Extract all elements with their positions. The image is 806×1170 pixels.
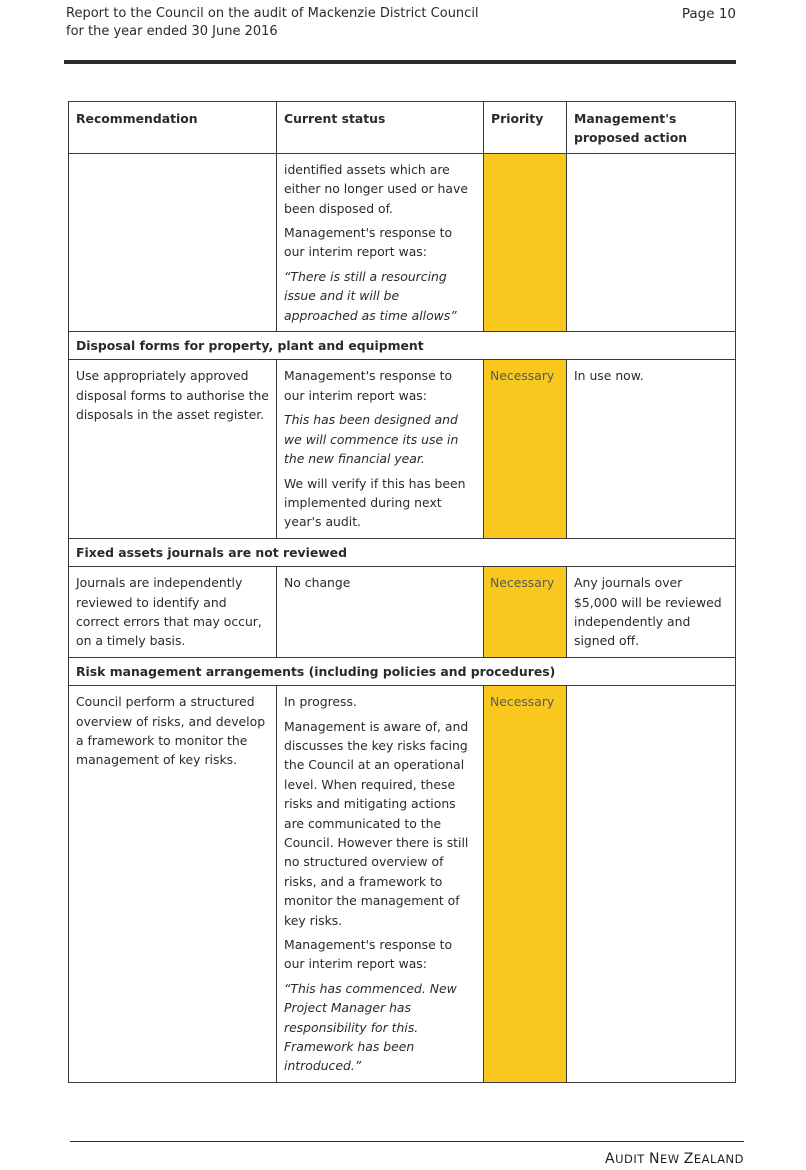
status-paragraph: In progress. — [284, 694, 357, 710]
priority-cell — [484, 153, 567, 331]
section-heading-row — [69, 538, 736, 566]
action-cell: Any journals over $5,000 will be reviewed independently and signed off. — [567, 567, 736, 658]
recommendation-cell: Council perform a structured overview of risks, and develop a framework to monitor the management of key risks. — [69, 686, 277, 1083]
table-row — [69, 686, 736, 1083]
table-header-row — [69, 102, 736, 154]
page-number: Page 10 — [681, 6, 736, 22]
logo-text: EALAND — [693, 1152, 744, 1166]
status-cell — [277, 360, 484, 538]
status-cell — [277, 567, 484, 658]
report-title-line-2: for the year ended 30 June 2016 — [66, 24, 278, 39]
section-heading: Disposal forms for property, plant and equipment — [69, 332, 736, 360]
status-cell — [277, 153, 484, 331]
recommendation-cell — [69, 153, 277, 331]
status-paragraph: Management's response to our interim report was: — [284, 225, 453, 260]
column-header-current-status: Current status — [277, 102, 484, 154]
logo-letter: A — [605, 1151, 616, 1167]
logo-letter: N — [648, 1151, 660, 1167]
action-cell — [567, 153, 736, 331]
section-heading-row — [69, 332, 736, 360]
status-paragraph: identified assets which are either no longer used or have been disposed of. — [284, 161, 468, 216]
recommendation-cell: Use appropriately approved disposal forms to authorise the disposals in the asset register. — [69, 360, 277, 538]
status-paragraph: “There is still a resourcing issue and it will be approached as time allows” — [284, 268, 457, 323]
status-paragraph: Management's response to our interim report was: — [284, 368, 453, 403]
status-paragraph: No change — [284, 575, 351, 591]
recommendations-table — [68, 101, 736, 1083]
table-row — [69, 360, 736, 538]
table-row — [69, 567, 736, 658]
action-cell: In use now. — [567, 360, 736, 538]
priority-cell: Necessary — [484, 686, 567, 1083]
table-row-continued — [69, 153, 736, 331]
logo-text: EW — [659, 1152, 684, 1166]
section-heading: Risk management arrangements (including policies and procedures) — [69, 657, 736, 685]
column-header-proposed-action: Management's proposed action — [567, 102, 736, 154]
audit-new-zealand-logo — [605, 1151, 744, 1167]
priority-cell: Necessary — [484, 360, 567, 538]
status-paragraph: We will verify if this has been implemented during next year's audit. — [284, 475, 466, 530]
action-cell — [567, 686, 736, 1083]
header-divider — [64, 60, 736, 64]
column-header-priority: Priority — [484, 102, 567, 154]
status-paragraph: This has been designed and we will commence its use in the new financial year. — [284, 412, 459, 467]
section-heading-row — [69, 657, 736, 685]
status-cell — [277, 686, 484, 1083]
recommendation-cell: Journals are independently reviewed to identify and correct errors that may occur, on a timely basis. — [69, 567, 277, 658]
status-paragraph: Management's response to our interim report was: — [284, 937, 453, 972]
priority-cell: Necessary — [484, 567, 567, 658]
status-paragraph: Management is aware of, and discusses the key risks facing the Council at an operational level. When required, these risks and mitigating actions are communicated to the Council. However there is still no structured overview of risks, and a framework to monitor the management of key risks. — [284, 718, 469, 928]
footer-divider — [70, 1141, 744, 1142]
report-title-line-1: Report to the Council on the audit of Mackenzie District Council — [66, 6, 479, 21]
report-title — [66, 5, 479, 41]
logo-letter: Z — [683, 1151, 694, 1167]
logo-text: UDIT — [615, 1152, 649, 1166]
section-heading: Fixed assets journals are not reviewed — [69, 538, 736, 566]
status-paragraph: “This has commenced. New Project Manager has responsibility for this. Framework has been introduced.” — [284, 980, 457, 1074]
column-header-recommendation: Recommendation — [69, 102, 277, 154]
